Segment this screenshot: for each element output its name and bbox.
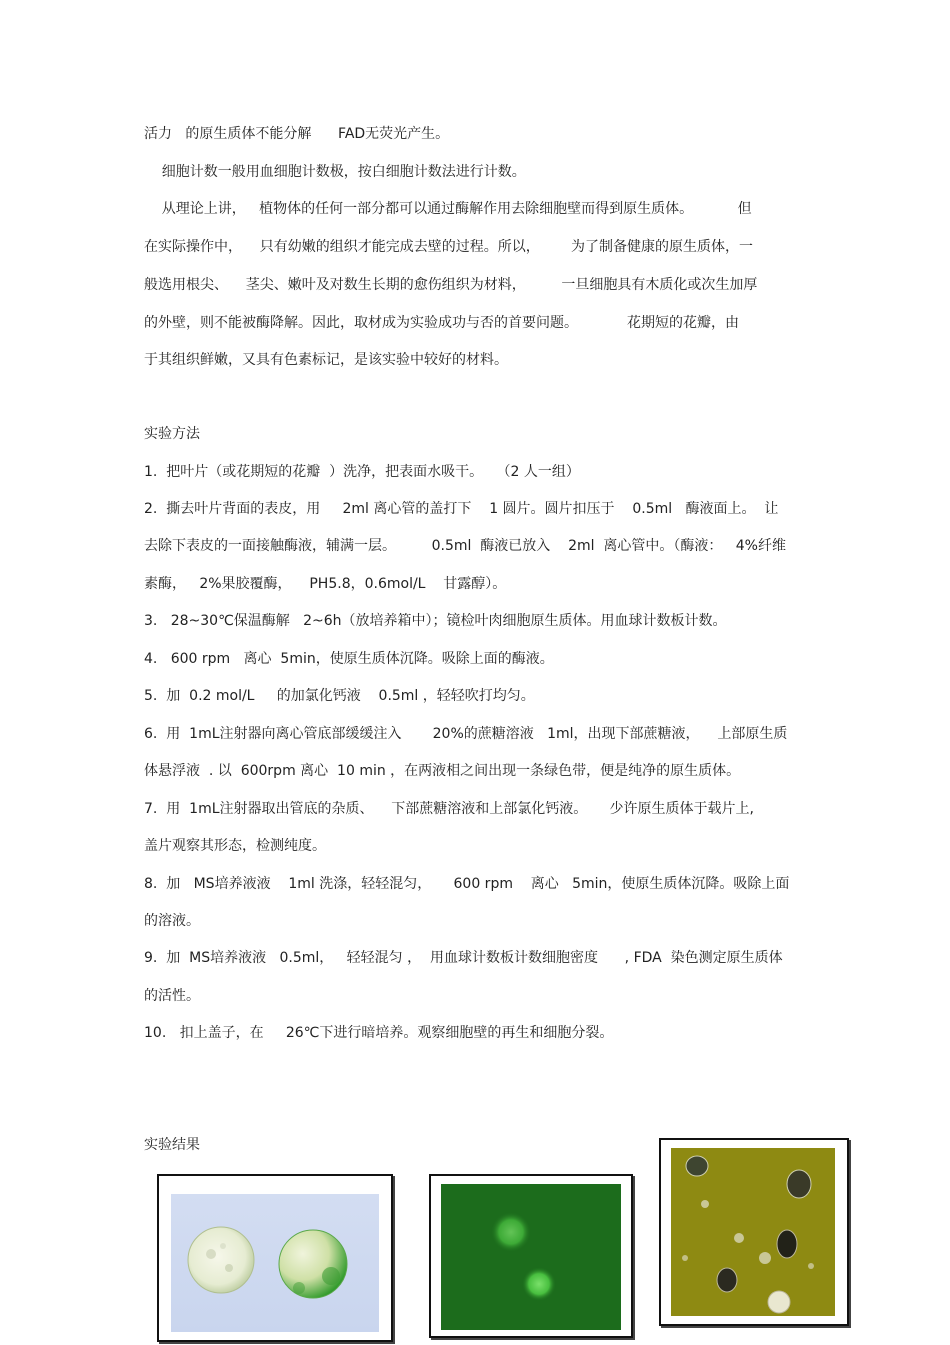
intro-line-1: 活力 的原生质体不能分解 FAD无荧光产生。: [144, 126, 450, 142]
intro-line-2: 细胞计数一般用血细胞计数极，按白细胞计数法进行计数。: [144, 164, 526, 180]
method-line: 体悬浮液 . 以 600rpm 离心 10 min ，在两液相之间出现一条绿色带，便是纯净的原生质体。: [144, 763, 741, 779]
micrograph-protoplasts: [157, 1174, 393, 1342]
methods-heading: 实验方法: [144, 426, 200, 442]
method-line: 6. 用 1mL注射器向离心管底部缓缓注入 20%的蔗糖溶液 1ml，出现下部蔗糖液， 上部原生质: [144, 726, 788, 742]
intro-line-4: 在实际操作中， 只有幼嫩的组织才能完成去壁的过程。所以， 为了制备健康的原生质体，一: [144, 239, 753, 255]
intro-line-5: 般选用根尖、 茎尖、嫩叶及对数生长期的愈伤组织为材料， 一旦细胞具有木质化或次生加厚: [144, 277, 758, 293]
method-line: 去除下表皮的一面接触酶液，辅满一层。 0.5ml 酶液已放入 2ml 离心管中。（酶液： 4%纤维: [144, 538, 786, 554]
intro-line-3: 从理论上讲， 植物体的任何一部分都可以通过酶解作用去除细胞壁而得到原生质体。 但: [144, 201, 752, 217]
intro-line-7: 于其组织鲜嫩，又具有色素标记，是该实验中较好的材料。: [144, 352, 508, 368]
intro-line-6: 的外壁，则不能被酶降解。因此，取材成为实验成功与否的首要问题。 花期短的花瓣，由: [144, 315, 739, 331]
method-line: 盖片观察其形态，检测纯度。: [144, 838, 326, 854]
micrograph-brightfield: [659, 1138, 849, 1326]
method-line: 2. 撕去叶片背面的表皮，用 2ml 离心管的盖打下 1 圆片。圆片扣压于 0.5ml 酶液面上。 让: [144, 501, 779, 517]
method-line: 4. 600 rpm 离心 5min，使原生质体沉降。吸除上面的酶液。: [144, 651, 554, 667]
method-line: 的溶液。: [144, 913, 200, 929]
method-line: 3. 28~30℃保温酶解 2~6h（放培养箱中）；镜检叶肉细胞原生质体。用血球计数板计数。: [144, 613, 727, 629]
method-line: 5. 加 0.2 mol/L 的加氯化钙液 0.5ml ，轻轻吹打均匀。: [144, 688, 535, 704]
method-line: 8. 加 MS培养液液 1ml 洗涤，轻轻混匀， 600 rpm 离心 5min，使原生质体沉降。吸除上面: [144, 876, 790, 892]
method-line: 9. 加 MS培养液液 0.5ml， 轻轻混匀 ， 用血球计数板计数细胞密度 , FDA 染色测定原生质体: [144, 950, 783, 966]
method-line: 7. 用 1mL注射器取出管底的杂质、 下部蔗糖溶液和上部氯化钙液。 少许原生质体于载片上,: [144, 801, 755, 817]
micrograph-fluorescence: [429, 1174, 633, 1338]
method-line: 1. 把叶片（或花期短的花瓣 ）洗净，把表面水吸干。 （2 人一组）: [144, 464, 580, 480]
results-heading: 实验结果: [144, 1137, 200, 1153]
method-line: 的活性。: [144, 988, 200, 1004]
method-line: 素酶， 2%果胶覆酶， PH5.8，0.6mol/L 甘露醇）。: [144, 576, 507, 592]
method-line: 10. 扣上盖子，在 26℃下进行暗培养。观察细胞壁的再生和细胞分裂。: [144, 1025, 614, 1041]
